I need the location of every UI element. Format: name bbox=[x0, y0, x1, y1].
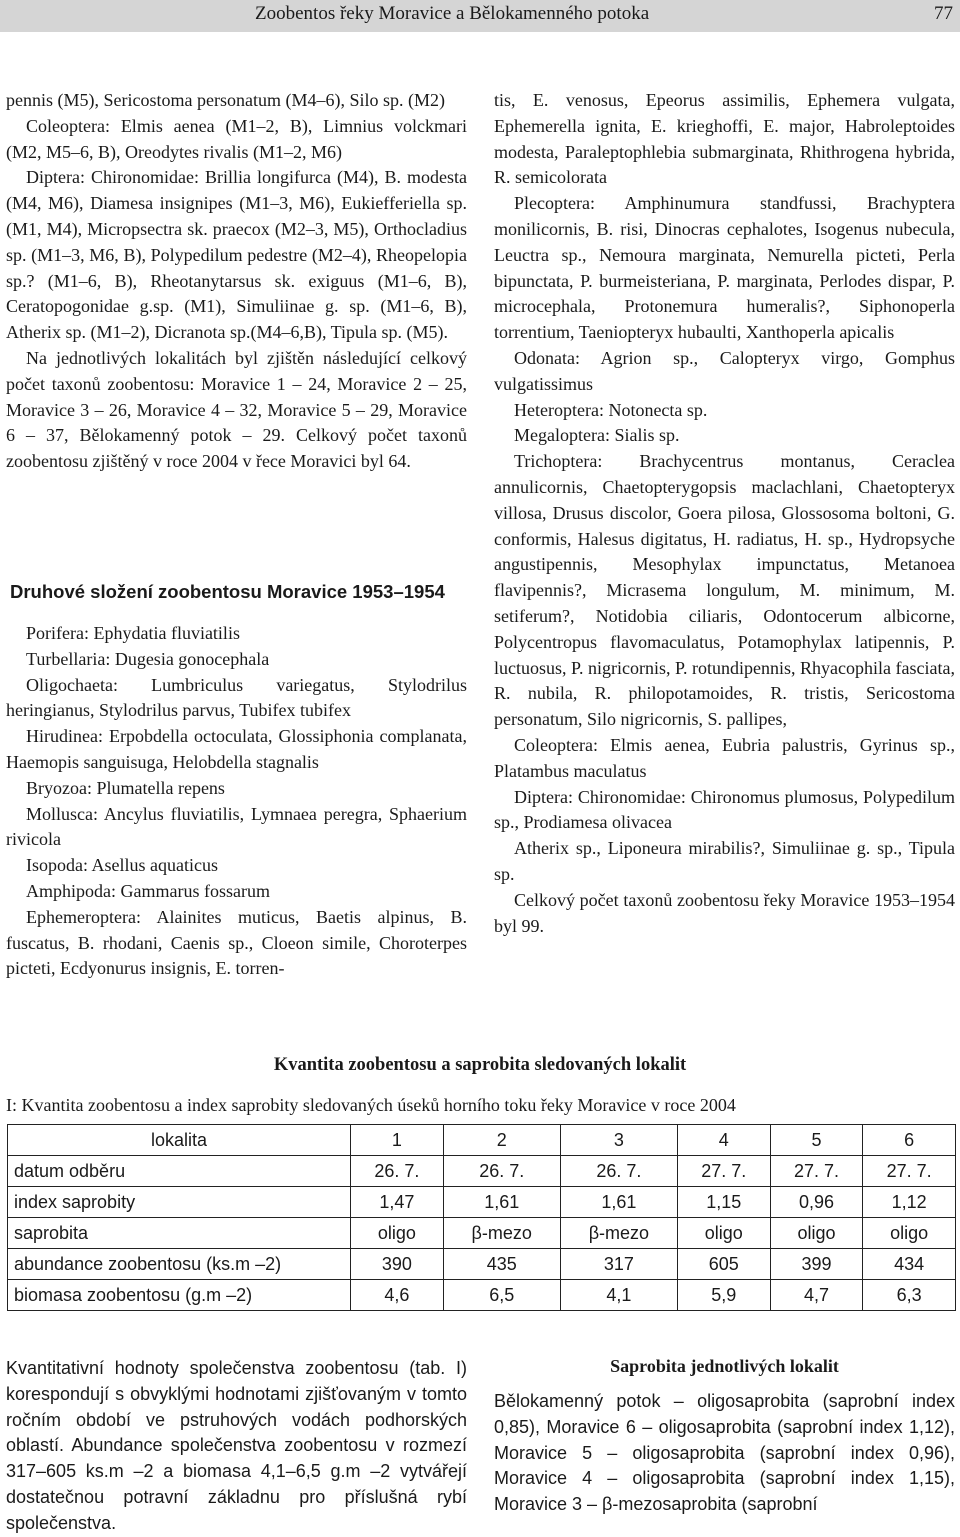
group-diptera: Diptera: Chironomidae: Chironomus plumosus, Polypedilum sp., Prodiamesa olivacea bbox=[494, 786, 955, 833]
para-3: Diptera: Chironomidae: Brillia longifurca (M4), B. modesta (M4, M6), Diamesa insignipes (M1–3, M6), Eukiefferiella sp. (M1, M4), Micropsectra sk. praecox (M2–3, M5), Orthocladius sp. (M1–3, M6, B), Polypedilum pedestre (M2–4), Rheopelopia sp.? (M1–6, B), Rheotanytarsus sk. exiguus (M1–6, B), Ceratopogonidae g.sp. (M1), Simuliinae g. sp. (M1–6, B), Atherix sp. (M1–2), Dicranota sp.(M4–6,B), Tipula sp. (M5). bbox=[6, 167, 467, 343]
table-caption: I: Kvantita zoobentosu a index saprobity sledovaných úseků horního toku řeky Moravice v roce 2004 bbox=[6, 1095, 736, 1115]
table-cell: 6,3 bbox=[863, 1280, 956, 1311]
section-title: Druhové složení zoobentosu Moravice 1953–1954 bbox=[10, 581, 445, 602]
data-table bbox=[7, 1124, 956, 1311]
group-diptera-2: Atherix sp., Liponeura mirabilis?, Simuliinae g. sp., Tipula sp. bbox=[494, 838, 955, 884]
table-header-cell: 4 bbox=[677, 1125, 770, 1156]
table-cell: 1,61 bbox=[560, 1187, 677, 1218]
total-taxa: Celkový počet taxonů zoobentosu řeky Moravice 1953–1954 byl 99. bbox=[494, 889, 955, 936]
table-cell: 0,96 bbox=[770, 1187, 863, 1218]
group-plecoptera: Plecoptera: Amphinumura standfussi, Brachyptera monilicornis, B. risi, Dinocras cephalotes, Isogenus nubecula, Leuctra sp., Nemoura marginata, Nemurella picteti, Perla bipunctata, P. burmeisteriana, P. marginata, Perlodes dispar, P. microcephala, Protonemura humeralis?, Siphonoperla torrentium, Taeniopteryx hubaulti, Xanthoperla apicalis bbox=[494, 193, 955, 343]
table-cell: 435 bbox=[443, 1249, 560, 1280]
table-cell: 26. 7. bbox=[560, 1156, 677, 1187]
right-column bbox=[494, 88, 955, 939]
header-title: Zoobentos řeky Moravice a Bělokamenného potoka bbox=[255, 3, 650, 24]
group-bryozoa: Bryozoa: Plumatella repens bbox=[26, 777, 225, 798]
table-cell: oligo bbox=[770, 1218, 863, 1249]
group-trichoptera: Trichoptera: Brachycentrus montanus, Ceraclea annulicornis, Chaetopterygopsis maclachlani, Chaetopteryx villosa, Drusus discolor, Goera pilosa, Glossosoma boltoni, G. conformis, Halesus digitatus, H. radiatus, H. sp., Hydropsyche angustipennis, Mesophylax impunctatus, Metanoea flavipennis?, Micrasema longulum, M. minimum, M. setiferum?, Notidobia ciliaris, Odontocerum albicorne, Polycentropus flavomaculatus, Potamophylax latipennis, P. luctuosus, P. nigricornis, P. rotundipennis, Rhyacophila fasciata, R. nubila, R. philopotamoides, R. tristis, Sericostoma personatum, Silo nigricornis, S. pallipes, bbox=[494, 451, 955, 730]
table-cell: oligo bbox=[351, 1218, 444, 1249]
table-cell: 605 bbox=[677, 1249, 770, 1280]
group-megaloptera: Megaloptera: Sialis sp. bbox=[514, 425, 680, 446]
table-cell: biomasa zoobentosu (g.m –2) bbox=[8, 1280, 351, 1311]
saprobity-heading: Saprobita jednotlivých lokalit bbox=[610, 1356, 839, 1376]
table-row bbox=[8, 1187, 956, 1218]
table-cell: 5,9 bbox=[677, 1280, 770, 1311]
group-amphipoda: Amphipoda: Gammarus fossarum bbox=[26, 880, 270, 901]
group-hirudinea: Hirudinea: Erpobdella octoculata, Glossiphonia complanata, Haemopis sanguisuga, Helobdella stagnalis bbox=[6, 726, 467, 772]
table-cell: 434 bbox=[863, 1249, 956, 1280]
ephemeroptera-cont: tis, E. venosus, Epeorus assimilis, Ephemera vulgata, Ephemerella ignita, E. krieghoffi, E. major, Habroleptoides modesta, Paraleptophlebia submarginata, Rhithrogena hybrida, R. semicolorata bbox=[494, 90, 955, 188]
table-row bbox=[8, 1156, 956, 1187]
table-cell: 4,7 bbox=[770, 1280, 863, 1311]
table-cell: 390 bbox=[351, 1249, 444, 1280]
group-oligochaeta: Oligochaeta: Lumbriculus variegatus, Stylodrilus heringianus, Stylodrilus parvus, Tubifex tubifex bbox=[6, 674, 467, 721]
table-cell: 26. 7. bbox=[443, 1156, 560, 1187]
table-cell: 4,6 bbox=[351, 1280, 444, 1311]
table-row bbox=[8, 1218, 956, 1249]
table-cell: 1,15 bbox=[677, 1187, 770, 1218]
table-cell: 27. 7. bbox=[863, 1156, 956, 1187]
group-ephemeroptera: Ephemeroptera: Alainites muticus, Baetis alpinus, B. fuscatus, B. rhodani, Caenis sp., Cloeon simile, Choroterpes picteti, Ecdyonurus insignis, E. torren- bbox=[6, 906, 467, 979]
group-heteroptera: Heteroptera: Notonecta sp. bbox=[514, 399, 708, 420]
table-header-cell: 2 bbox=[443, 1125, 560, 1156]
saprobity-text: Bělokamenný potok – oligosaprobita (saprobní index 0,85), Moravice 6 – oligosaprobita (saprobní index 1,12), Moravice 5 – oligosaprobita (saprobní index 0,96), Moravice 4 – oligosaprobita (saprobní index 1,15), Moravice 3 – β-mezosaprobita (saprobní bbox=[494, 1391, 955, 1515]
para-2: Coleoptera: Elmis aenea (M1–2, B), Limnius volckmari (M2, M5–6, B), Oreodytes rivalis (M1–2, M6) bbox=[6, 115, 467, 162]
table-header-cell: lokalita bbox=[8, 1125, 351, 1156]
group-odonata: Odonata: Agrion sp., Calopteryx virgo, Gomphus vulgatissimus bbox=[494, 347, 955, 394]
table-cell: β-mezo bbox=[560, 1218, 677, 1249]
table-cell: 1,12 bbox=[863, 1187, 956, 1218]
group-isopoda: Isopoda: Asellus aquaticus bbox=[26, 855, 218, 876]
table-row bbox=[8, 1280, 956, 1311]
table-header-cell: 1 bbox=[351, 1125, 444, 1156]
group-turbellaria: Turbellaria: Dugesia gonocephala bbox=[26, 648, 270, 669]
table-cell: oligo bbox=[863, 1218, 956, 1249]
table-header-cell: 5 bbox=[770, 1125, 863, 1156]
running-header bbox=[0, 0, 960, 32]
table-cell: 6,5 bbox=[443, 1280, 560, 1311]
para-1: pennis (M5), Sericostoma personatum (M4–6), Silo sp. (M2) bbox=[6, 90, 445, 110]
para-4: Na jednotlivých lokalitách byl zjištěn následující celkový počet taxonů zoobentosu: Moravice 1 – 24, Moravice 2 – 25, Moravice 3 – 26, Moravice 4 – 32, Moravice 5 – 29, Moravice 6 – 37, Bělokamenný potok – 29. Celkový počet taxonů zoobentosu zjištěný v roce 2004 v řece Moravici byl 64. bbox=[6, 347, 467, 472]
table-cell: 1,61 bbox=[443, 1187, 560, 1218]
table-cell: abundance zoobentosu (ks.m –2) bbox=[8, 1249, 351, 1280]
table-header-cell: 6 bbox=[863, 1125, 956, 1156]
table-cell: 27. 7. bbox=[677, 1156, 770, 1187]
group-mollusca: Mollusca: Ancylus fluviatilis, Lymnaea peregra, Sphaerium rivicola bbox=[6, 803, 467, 850]
group-coleoptera: Coleoptera: Elmis aenea, Eubria palustris, Gyrinus sp., Platambus maculatus bbox=[494, 734, 955, 781]
table-cell: index saprobity bbox=[8, 1187, 351, 1218]
page-number: 77 bbox=[934, 3, 953, 24]
table-cell: 399 bbox=[770, 1249, 863, 1280]
table-row bbox=[8, 1249, 956, 1280]
table-cell: 26. 7. bbox=[351, 1156, 444, 1187]
table-cell: saprobita bbox=[8, 1218, 351, 1249]
left-column bbox=[6, 88, 467, 475]
table-cell: oligo bbox=[677, 1218, 770, 1249]
table-cell: 1,47 bbox=[351, 1187, 444, 1218]
table-header-row bbox=[8, 1125, 956, 1156]
table-cell: datum odběru bbox=[8, 1156, 351, 1187]
table-cell: 317 bbox=[560, 1249, 677, 1280]
group-porifera: Porifera: Ephydatia fluviatilis bbox=[26, 623, 240, 643]
table-cell: 27. 7. bbox=[770, 1156, 863, 1187]
table-cell: β-mezo bbox=[443, 1218, 560, 1249]
table-header-cell: 3 bbox=[560, 1125, 677, 1156]
table-cell: 4,1 bbox=[560, 1280, 677, 1311]
groups-list bbox=[6, 621, 467, 982]
table-title: Kvantita zoobentosu a saprobita sledovaných lokalit bbox=[273, 1055, 687, 1075]
quantitative-summary: Kvantitativní hodnoty společenstva zoobentosu (tab. I) korespondují s obvyklými hodnotami zjišťovaným v tomto ročním období ve pstruhových vodách podhorských oblastí. Abundance společenstva zoobentosu v rozmezí 317–605 ks.m –2 a biomasa 4,1–6,5 g.m –2 vytvářejí dostatečnou potravní základnu pro příslušná rybí společenstva. bbox=[6, 1358, 467, 1533]
